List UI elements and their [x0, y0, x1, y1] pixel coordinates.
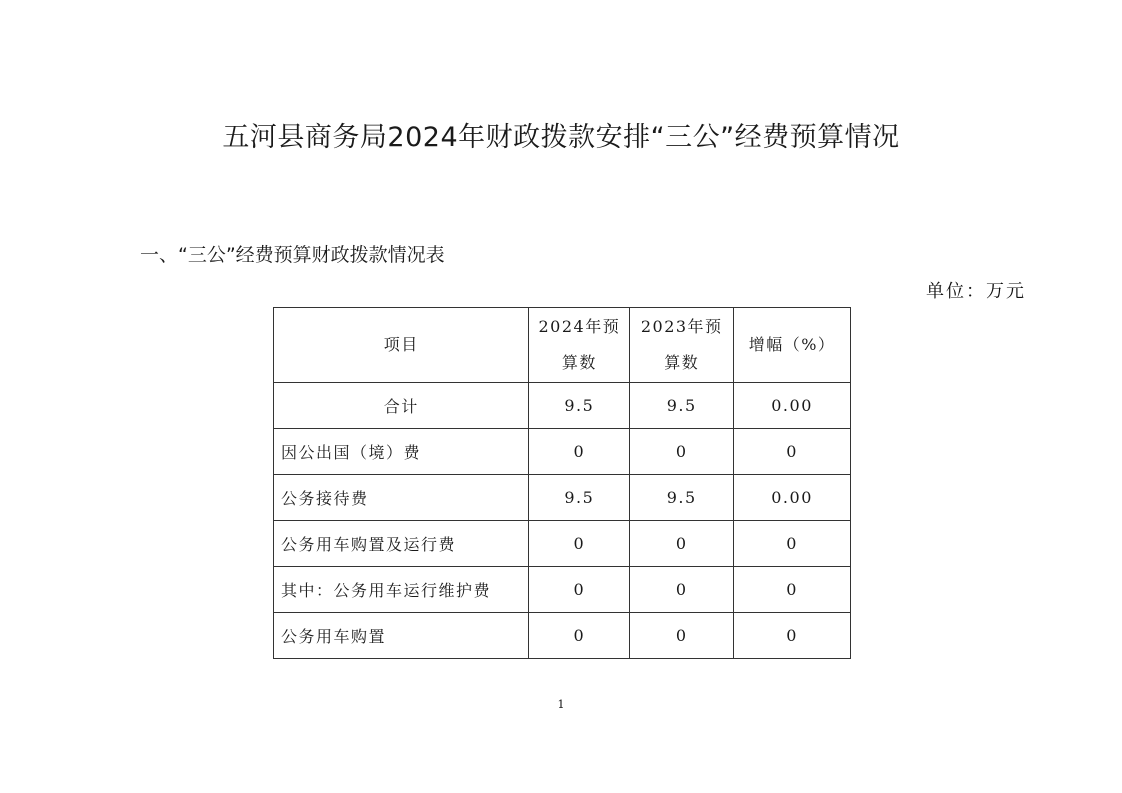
- header-budget-2024-line2: 算数: [561, 353, 597, 372]
- row-budget-2023: 0: [630, 429, 734, 475]
- header-budget-2023: [630, 308, 734, 383]
- row-budget-2023: 9.5: [630, 383, 734, 429]
- row-budget-2023: 9.5: [630, 475, 734, 521]
- header-budget-2024-line1: 2024年预: [538, 317, 621, 336]
- row-change: 0: [734, 429, 851, 475]
- row-change: 0.00: [734, 475, 851, 521]
- document-title: 五河县商务局2024年财政拨款安排“三公”经费预算情况: [222, 122, 900, 153]
- header-budget-2023-line2: 算数: [664, 353, 700, 372]
- row-budget-2023: 0: [630, 567, 734, 613]
- table-row: [274, 429, 851, 475]
- row-change: 0: [734, 567, 851, 613]
- table-header-row: [274, 308, 851, 383]
- row-item: 公务用车购置及运行费: [274, 521, 529, 567]
- budget-table: [273, 307, 851, 659]
- table-row: [274, 521, 851, 567]
- table-row: [274, 613, 851, 659]
- table-row: [274, 567, 851, 613]
- row-item: 其中：公务用车运行维护费: [274, 567, 529, 613]
- section-heading: 一、“三公”经费预算财政拨款情况表: [140, 244, 445, 266]
- row-item: 公务接待费: [274, 475, 529, 521]
- row-budget-2023: 0: [630, 613, 734, 659]
- row-budget-2024: 0: [529, 429, 630, 475]
- row-budget-2024: 9.5: [529, 475, 630, 521]
- unit-label: 单位：万元: [926, 281, 1026, 302]
- row-budget-2024: 0: [529, 521, 630, 567]
- row-change: 0.00: [734, 383, 851, 429]
- row-budget-2024: 0: [529, 613, 630, 659]
- header-item: 项目: [274, 308, 529, 383]
- page-number: 1: [557, 698, 565, 711]
- row-item: 合计: [274, 383, 529, 429]
- row-item: 因公出国（境）费: [274, 429, 529, 475]
- header-budget-2023-line1: 2023年预: [640, 317, 723, 336]
- header-budget-2024: [529, 308, 630, 383]
- row-budget-2024: 9.5: [529, 383, 630, 429]
- row-item: 公务用车购置: [274, 613, 529, 659]
- row-budget-2023: 0: [630, 521, 734, 567]
- table-row: [274, 383, 851, 429]
- row-budget-2024: 0: [529, 567, 630, 613]
- table-row: [274, 475, 851, 521]
- row-change: 0: [734, 521, 851, 567]
- row-change: 0: [734, 613, 851, 659]
- header-change: 增幅（%）: [734, 308, 851, 383]
